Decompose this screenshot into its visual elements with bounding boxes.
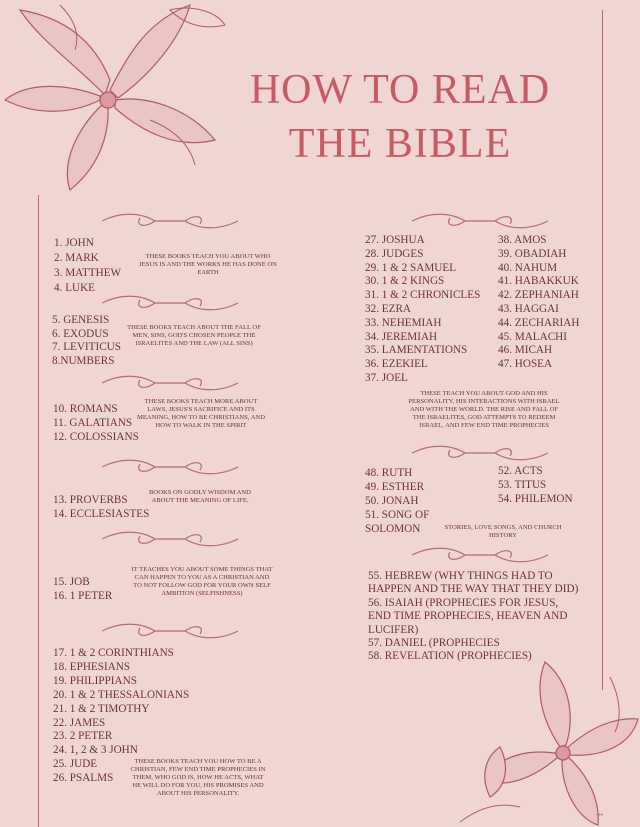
ornament-divider (100, 372, 240, 394)
list-item: 25. JUDE (53, 758, 98, 771)
section-stories-list-left (365, 466, 429, 536)
list-item: 56. ISAIAH (PROPHECIES FOR JESUS, END TIME PROPHECIES, HEAVEN AND LUCIFER) (368, 596, 568, 636)
list-item: 22. JAMES (53, 716, 106, 729)
list-item: SOLOMON (365, 523, 421, 535)
list-item: 2. MARK (54, 252, 99, 264)
list-item: 51. SONG OF (365, 509, 430, 521)
list-item: 49. ESTHER (365, 481, 425, 493)
list-item: 30. 1 & 2 KINGS (365, 275, 445, 288)
list-item: 53. TITUS (498, 479, 547, 491)
list-item: 34. JEREMIAH (365, 330, 438, 343)
list-item: 26. PSALMS (53, 772, 114, 785)
ornament-divider (100, 292, 240, 314)
list-item: 47. HOSEA (498, 358, 553, 371)
flower-bottom-right-icon (440, 657, 640, 827)
ornament-divider (100, 210, 240, 232)
frame-right-line (602, 10, 603, 690)
list-item: 20. 1 & 2 THESSALONIANS (53, 688, 190, 701)
section-gospels-note: THESE BOOKS TEACH YOU ABOUT WHO JESUS IS AND THE WORKS HE HAS DONE ON EARTH (139, 253, 277, 276)
section-gospels-list (54, 236, 121, 296)
list-item: 5. GENESIS (52, 314, 110, 326)
section-christian-life-note: THESE BOOKS TEACH YOU HOW TO BE A CHRISTIAN, FEW END TIME PROPHECIES IN THEM, WHO GOD IS, HOW HE ACTS, WHAT HE WILL DO FOR YOU, HIS PROMISES AND ABOUT HIS PERSONALITY. (130, 758, 266, 797)
list-item: 17. 1 & 2 CORINTHIANS (53, 647, 174, 659)
list-item: 50. JONAH (365, 495, 419, 507)
list-item: 21. 1 & 2 TIMOTHY (53, 702, 150, 715)
frame-left-line (38, 195, 39, 827)
list-item: 6. EXODUS (52, 327, 109, 340)
list-item: 10. ROMANS (53, 403, 118, 415)
section-law-list (52, 314, 121, 368)
list-item: 57. DANIEL (PROPHECIES (368, 637, 500, 650)
list-item: 14. ECCLESIASTES (53, 508, 150, 520)
list-item: 55. HEBREW (WHY THINGS HAD TO HAPPEN AND THE WAY THAT THEY DID) (368, 570, 579, 596)
section-stories-list-right (498, 464, 573, 506)
list-item: 37. JOEL (365, 371, 408, 384)
list-item: 39. OBADIAH (498, 247, 567, 260)
list-item: 11. GALATIANS (53, 417, 133, 429)
list-item: 19. PHILIPPIANS (53, 674, 137, 687)
page-title-line-1: HOW TO READ (249, 67, 551, 113)
list-item: 43. HAGGAI (498, 302, 559, 315)
list-item: 33. NEHEMIAH (365, 316, 442, 329)
section-wisdom-note: BOOKS ON GODLY WISDOM AND ABOUT THE MEANING OF LIFE. (149, 489, 251, 504)
list-item: 28. JUDGES (365, 247, 424, 260)
list-item: 23. 2 PETER (53, 730, 113, 743)
section-suffering-list (53, 575, 112, 603)
section-law-note: THESE BOOKS TEACH ABOUT THE FALL OF MEN, SINS, GOD'S CHOSEN PEOPLE THE ISRAELITES AND THE LAW (ALL SINS) (127, 324, 261, 347)
list-item: 44. ZECHARIAH (498, 316, 580, 329)
section-history-prophets-list-right (498, 234, 579, 372)
section-wisdom-list (53, 493, 149, 521)
list-item: 7. LEVITICUS (52, 341, 121, 353)
ornament-divider (410, 442, 550, 464)
list-item: 24. 1, 2 & 3 JOHN (53, 744, 138, 757)
section-epistles-note: THESE BOOKS TEACH MORE ABOUT LAWS, JESUS'S SACRIFICE AND ITS MEANING, HOW TO BE CHRISTIANS, AND HOW TO WALK IN THE SPIRIT (136, 398, 266, 429)
list-item: 52. ACTS (498, 465, 543, 477)
ornament-divider (100, 620, 240, 642)
list-item: 36. EZEKIEL (365, 358, 428, 371)
section-history-prophets-note: THESE TEACH YOU ABOUT GOD AND HIS PERSONALITY, HIS INTERACTIONS WITH ISRAEL AND WITH THE WORLD. THE RISE AND FALL OF THE ISRAELITES, GOD ATTEMPTS TO REDEEM ISRAEL, AND FEW END TIME PROPHECIES (408, 390, 560, 429)
list-item: 31. 1 & 2 CHRONICLES (365, 289, 481, 302)
section-suffering-note: IT TEACHES YOU ABOUT SOME THINGS THAT CAN HAPPEN TO YOU AS A CHRISTIAN AND TO NOT FOLLOW GOD FOR YOUR OWN SELF AMBITION (SELFISHNESS) (131, 566, 273, 597)
ornament-divider (410, 210, 550, 232)
list-item: 8.NUMBERS (52, 354, 115, 367)
list-item: 12. COLOSSIANS (53, 431, 139, 443)
watermark: ••• (596, 812, 604, 819)
list-item: 1. JOHN (54, 237, 94, 249)
list-item: 15. JOB (53, 576, 90, 588)
list-item: 35. LAMENTATIONS (365, 344, 468, 357)
section-epistles-list (53, 402, 139, 444)
page-title-line-2: THE BIBLE (288, 121, 512, 167)
list-item: 32. EZRA (365, 302, 411, 315)
list-item: 13. PROVERBS (53, 494, 128, 506)
ornament-divider (100, 528, 240, 550)
list-item: 4. LUKE (54, 282, 96, 294)
list-item: 29. 1 & 2 SAMUEL (365, 261, 457, 274)
list-item: 41. HABAKKUK (498, 275, 579, 288)
ornament-divider (410, 544, 550, 566)
section-history-prophets-list-left (365, 234, 480, 386)
list-item: 45. MALACHI (498, 330, 567, 343)
list-item: 54. PHILEMON (498, 493, 573, 505)
list-item: 48. RUTH (365, 467, 413, 479)
list-item: 27. JOSHUA (365, 234, 425, 246)
list-item: 38. AMOS (498, 234, 547, 246)
section-prophecy-list (368, 570, 582, 664)
list-item: 40. NAHUM (498, 261, 558, 274)
list-item: 46. MICAH (498, 344, 553, 357)
section-stories-note: STORIES, LOVE SONGS, AND CHURCH HISTORY (444, 524, 562, 539)
list-item: 58. REVELATION (PROPHECIES) (368, 650, 532, 663)
list-item: 16. 1 PETER (53, 590, 113, 602)
ornament-divider (100, 456, 240, 478)
list-item: 3. MATTHEW (54, 267, 122, 279)
list-item: 18. EPHESIANS (53, 660, 131, 673)
list-item: 42. ZEPHANIAH (498, 289, 579, 302)
